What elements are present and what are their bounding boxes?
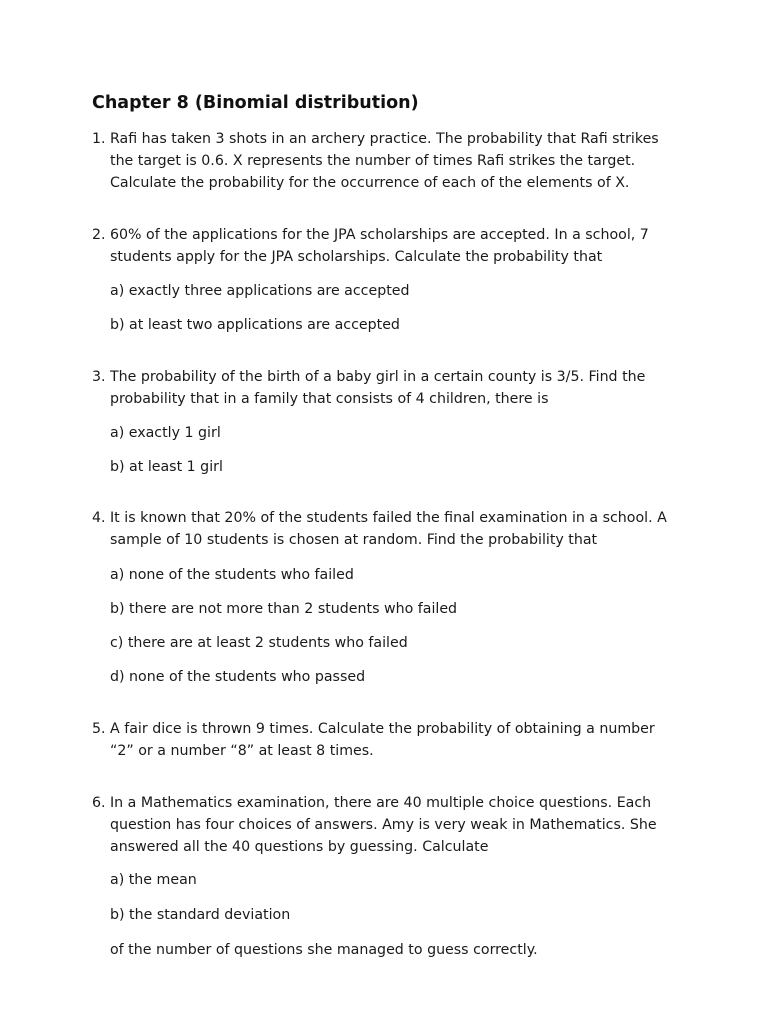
chapter-title: Chapter 8 (Binomial distribution) bbox=[92, 93, 419, 113]
question-text: A fair dice is thrown 9 times. Calculate the probability of obtaining a number “2” or a number “8” at least 8 times. bbox=[110, 721, 655, 759]
question-5 bbox=[92, 718, 682, 762]
question-number: 5. bbox=[92, 721, 106, 737]
question-text: In a Mathematics examination, there are 40 multiple choice questions. Each question has four choices of answers. Amy is very weak in Mathematics. She answered all the 40 questions by guessing. Calculate bbox=[110, 795, 657, 855]
question-3 bbox=[92, 366, 682, 410]
question-3-part-b: b) at least 1 girl bbox=[110, 459, 223, 475]
question-4 bbox=[92, 507, 682, 551]
question-6 bbox=[92, 792, 682, 858]
question-6-part-b: b) the standard deviation bbox=[110, 907, 291, 923]
question-number: 1. bbox=[92, 131, 106, 147]
question-4-part-d: d) none of the students who passed bbox=[110, 669, 366, 685]
question-2 bbox=[92, 224, 682, 268]
question-2-part-a: a) exactly three applications are accepted bbox=[110, 283, 410, 299]
question-4-part-b: b) there are not more than 2 students who failed bbox=[110, 601, 458, 617]
question-2-part-b: b) at least two applications are accepted bbox=[110, 317, 400, 333]
question-number: 6. bbox=[92, 795, 106, 811]
question-number: 3. bbox=[92, 369, 106, 385]
question-1 bbox=[92, 128, 682, 194]
question-number: 4. bbox=[92, 510, 106, 526]
question-6-part-a: a) the mean bbox=[110, 872, 197, 888]
question-text: It is known that 20% of the students failed the final examination in a school. A sample of 10 students is chosen at random. Find the probability that bbox=[110, 510, 667, 548]
question-text: The probability of the birth of a baby girl in a certain county is 3/5. Find the probability that in a family that consists of 4 children, there is bbox=[110, 369, 646, 407]
question-text: Rafi has taken 3 shots in an archery practice. The probability that Rafi strikes the target is 0.6. X represents the number of times Rafi strikes the target. Calculate the probability for the occurrence of each of the elements of X. bbox=[110, 131, 659, 191]
question-text: 60% of the applications for the JPA scholarships are accepted. In a school, 7 students apply for the JPA scholarships. Calculate the probability that bbox=[110, 227, 649, 265]
question-6-closing-text: of the number of questions she managed to guess correctly. bbox=[110, 942, 538, 958]
question-number: 2. bbox=[92, 227, 106, 243]
question-4-part-c: c) there are at least 2 students who failed bbox=[110, 635, 408, 651]
question-4-part-a: a) none of the students who failed bbox=[110, 567, 354, 583]
question-3-part-a: a) exactly 1 girl bbox=[110, 425, 221, 441]
